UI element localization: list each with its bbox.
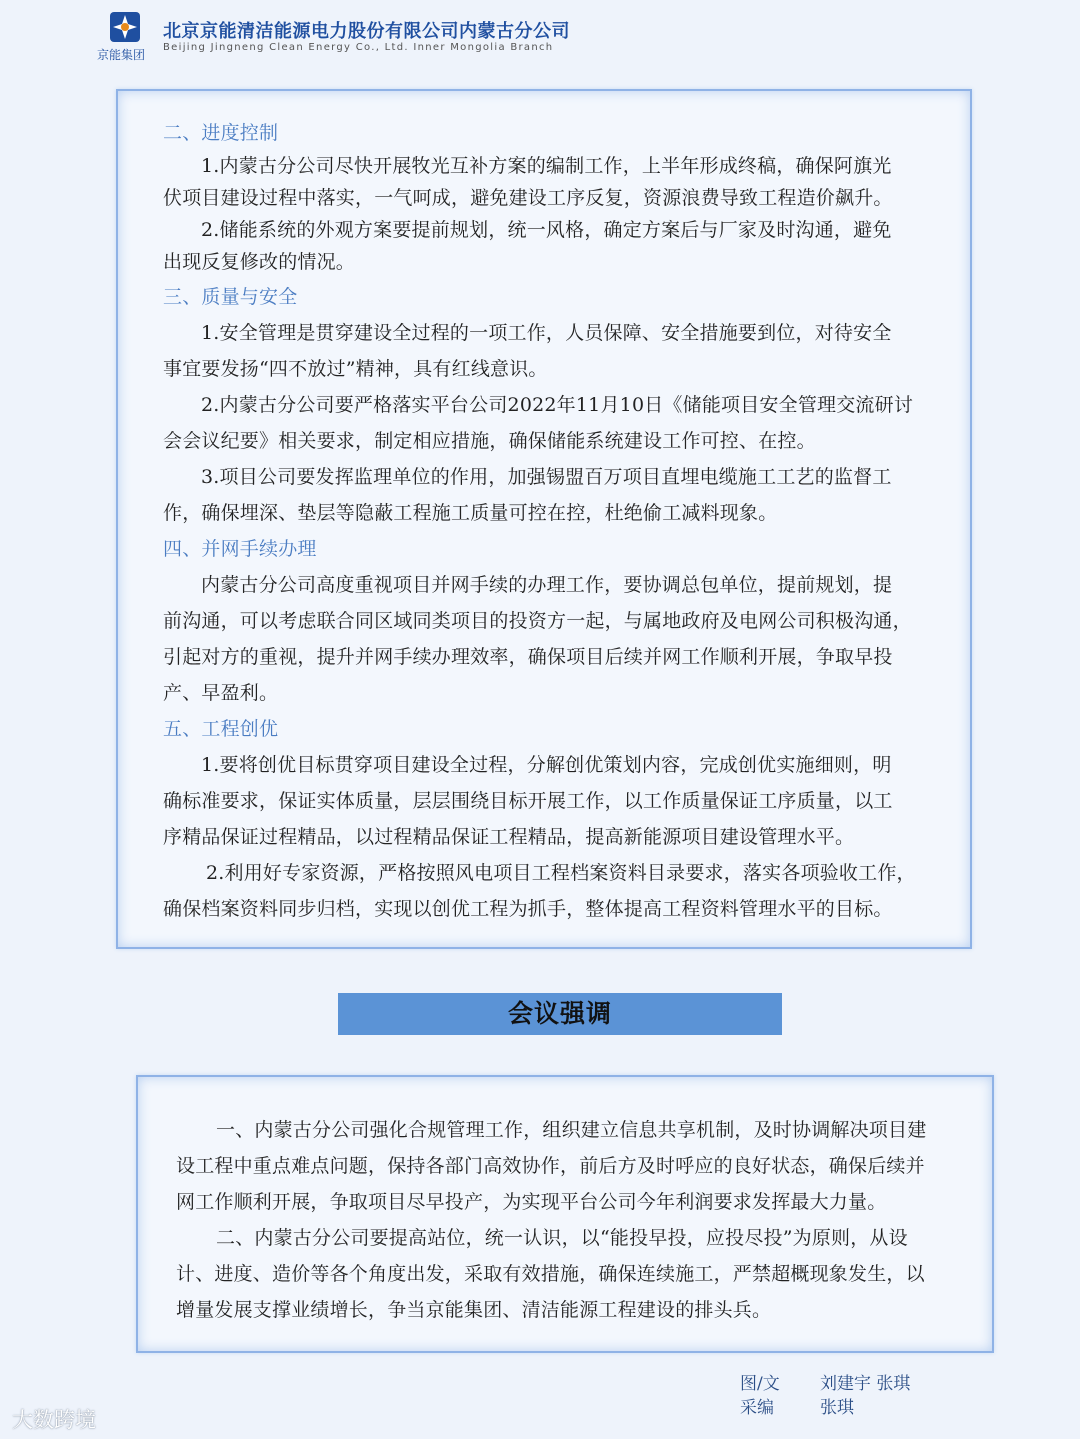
page-header bbox=[0, 0, 1080, 70]
paragraph-line: 产、早盈利。 bbox=[163, 682, 279, 704]
paragraph-line: 增量发展支撑业绩增长，争当京能集团、清洁能源工程建设的排头兵。 bbox=[176, 1299, 772, 1321]
jingneng-logo-icon bbox=[110, 12, 140, 42]
paragraph-line: 2.储能系统的外观方案要提前规划，统一风格，确定方案后与厂家及时沟通，避免 bbox=[201, 219, 892, 241]
paragraph-line: 2.利用好专家资源，严格按照风电项目工程档案资料目录要求，落实各项验收工作， bbox=[206, 862, 916, 884]
paragraph-line: 确标准要求，保证实体质量，层层围绕目标开展工作，以工作质量保证工序质量，以工 bbox=[163, 790, 893, 812]
paragraph-line: 内蒙古分公司高度重视项目并网手续的办理工作，要协调总包单位，提前规划，提 bbox=[201, 574, 893, 596]
company-name-en: Beijing Jingneng Clean Energy Co., Ltd. Inner Mongolia Branch bbox=[163, 42, 554, 53]
paragraph-line: 2.内蒙古分公司要严格落实平台公司2022年11月10日《储能项目安全管理交流研讨 bbox=[201, 394, 914, 416]
paragraph-line: 引起对方的重视，提升并网手续办理效率，确保项目后续并网工作顺利开展，争取早投 bbox=[163, 646, 893, 668]
company-name-cn: 北京京能清洁能源电力股份有限公司内蒙古分公司 bbox=[163, 21, 570, 42]
paragraph-line: 作，确保埋深、垫层等隐蔽工程施工质量可控在控，杜绝偷工减料现象。 bbox=[163, 502, 778, 524]
paragraph-line: 设工程中重点难点问题，保持各部门高效协作，前后方及时呼应的良好状态，确保后续并 bbox=[176, 1155, 925, 1177]
heading-quality-safety: 三、质量与安全 bbox=[163, 286, 298, 308]
meeting-emphasis-banner: 会议强调 bbox=[338, 993, 782, 1035]
credit-label-photo-text: 图/文 bbox=[740, 1374, 780, 1394]
paragraph-line: 伏项目建设过程中落实，一气呵成，避免建设工序反复，资源浪费导致工程造价飙升。 bbox=[163, 187, 893, 209]
paragraph-line: 网工作顺利开展，争取项目尽早投产，为实现平台公司今年利润要求发挥最大力量。 bbox=[176, 1191, 887, 1213]
paragraph-line: 1.要将创优目标贯穿项目建设全过程，分解创优策划内容，完成创优实施细则，明 bbox=[201, 754, 892, 776]
credit-label-editor: 采编 bbox=[740, 1398, 774, 1418]
credit-names-editor: 张琪 bbox=[820, 1398, 854, 1418]
paragraph-line: 1.内蒙古分公司尽快开展牧光互补方案的编制工作，上半年形成终稿，确保阿旗光 bbox=[201, 155, 892, 177]
watermark: 大数跨境 bbox=[12, 1408, 96, 1432]
heading-engineering-excellence: 五、工程创优 bbox=[163, 718, 279, 740]
paragraph-line: 一、内蒙古分公司强化合规管理工作，组织建立信息共享机制，及时协调解决项目建 bbox=[216, 1119, 927, 1141]
paragraph-line: 确保档案资料同步归档，实现以创优工程为抓手，整体提高工程资料管理水平的目标。 bbox=[163, 898, 893, 920]
credit-names-photo-text: 刘建宇 张琪 bbox=[820, 1374, 911, 1394]
heading-progress-control: 二、进度控制 bbox=[163, 122, 279, 144]
paragraph-line: 前沟通，可以考虑联合同区域同类项目的投资方一起，与属地政府及电网公司积极沟通， bbox=[163, 610, 912, 632]
logo-text: 京能集团 bbox=[97, 48, 146, 62]
heading-grid-connection: 四、并网手续办理 bbox=[163, 538, 317, 560]
paragraph-line: 序精品保证过程精品，以过程精品保证工程精品，提高新能源项目建设管理水平。 bbox=[163, 826, 855, 848]
paragraph-line: 3.项目公司要发挥监理单位的作用，加强锡盟百万项目直埋电缆施工工艺的监督工 bbox=[201, 466, 892, 488]
paragraph-line: 事宜要发扬“四不放过”精神，具有红线意识。 bbox=[163, 358, 548, 380]
paragraph-line: 计、进度、造价等各个角度出发，采取有效措施，确保连续施工，严禁超概现象发生，以 bbox=[176, 1263, 925, 1285]
paragraph-line: 会会议纪要》相关要求，制定相应措施，确保储能系统建设工作可控、在控。 bbox=[163, 430, 816, 452]
paragraph-line: 出现反复修改的情况。 bbox=[163, 251, 356, 273]
paragraph-line: 二、内蒙古分公司要提高站位，统一认识，以“能投早投，应投尽投”为原则，从设 bbox=[216, 1227, 908, 1249]
paragraph-line: 1.安全管理是贯穿建设全过程的一项工作，人员保障、安全措施要到位，对待安全 bbox=[201, 322, 892, 344]
